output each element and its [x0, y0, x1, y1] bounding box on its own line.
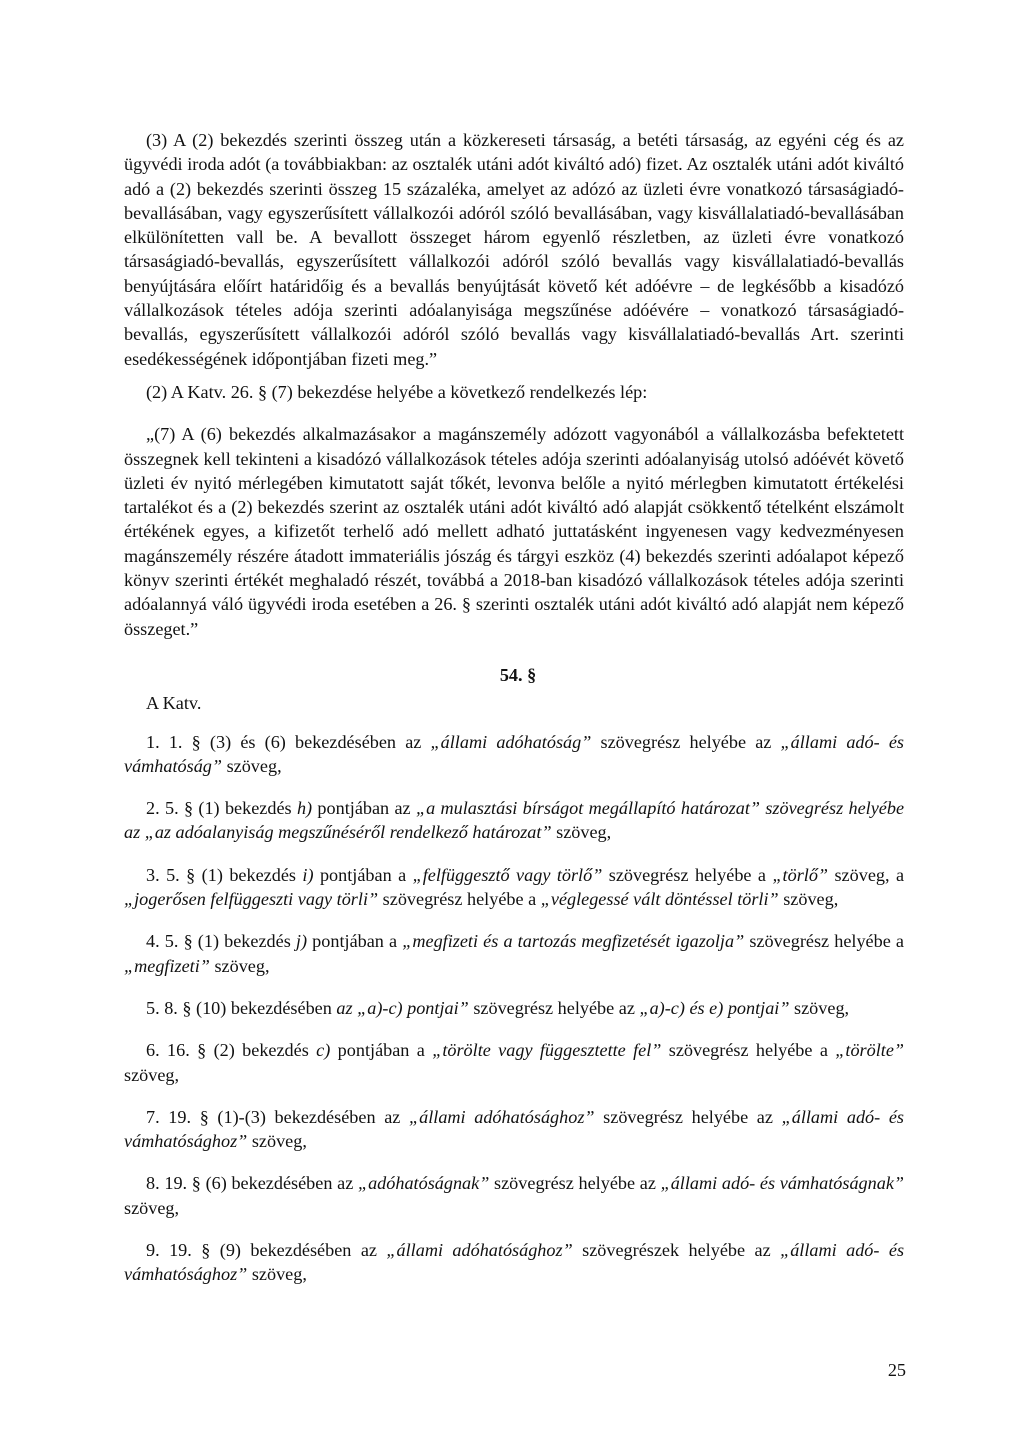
item-text: szövegrész helyébe a [602, 864, 773, 885]
item-text: pontjában az [312, 798, 416, 819]
list-item [124, 996, 904, 1020]
document-page [124, 128, 904, 1287]
item-quote: az „a)-c) pontjai” [336, 997, 469, 1018]
item-quote: „állami adó- és vámhatóságnak” [660, 1173, 905, 1194]
item-number: 7. [146, 1106, 160, 1127]
item-quote: „megfizeti” [124, 955, 210, 976]
paragraph-7-quoted: „(7) A (6) bekezdés alkalmazásakor a magánszemély adózott vagyonából a vállalkozásba befektetett összegnek kell tekinteni a kisadózó vállalkozások tételes adója szerinti adóalanyiság utolsó adóévét követő üzleti év nyitó mérlegében kimutatott saját tőkét, levonva belőle a nyitó mérlegben kimutatott értékelési tartalékot és a (2) bekezdés szerint az osztalék utáni adót kiváltó adó alapját csökkentő tételként elszámolt értékének egyes, a kifizetőt terhelő adó mellett adható juttatásként ingyenesen vagy kedvezményesen magánszemély részére átadott immateriális jószág és tárgyi eszköz (4) bekezdés szerinti adóalapot képező könyv szerinti értékét meghaladó részét, továbbá a 2018-ban kisadózó vállalkozások tételes adója szerinti adóalannyá váló ügyvédi iroda esetében a 26. § szerinti osztalék utáni adót kiváltó adó alapját nem képező összeget.” [124, 424, 904, 639]
item-section-number: 16. [167, 1040, 190, 1061]
paragraph-3: (3) A (2) bekezdés szerinti összeg után a közkereseti társaság, a betéti társaság, az egyéni cég és az ügyvédi iroda adót (a továbbiakban: az osztalék utáni adót kiváltó adó) fizet. Az osztalék utáni adót kiváltó adó a (2) bekezdés szerinti összeg 15 százaléka, amelyet az adózó az üzleti évre vonatkozó társaságiadó-bevallásában, vagy egyszerűsített vállalkozói adóról szóló bevallásában, vagy kisvállalatiadó-bevallásában elkülönítetten vall be. A bevallott összeget három egyenlő részletben, az üzleti évre vonatkozó társaságiadó-bevallás, egyszerűsített vállalkozói adóról szóló bevallás vagy kisvállalatiadó-bevallás benyújtására előírt határidőig és a bevallás benyújtását követő két adóévre – de legkésőbb a kisadózó vállalkozások tételes adója szerinti adóalanyisága megszűnése adóévére – vonatkozó társaságiadó-bevallás, egyszerűsített vállalkozói adóról szóló bevallás vagy kisvállalatiadó-bevallás Art. szerinti esedékességének időpontjában fizeti meg.” [124, 130, 904, 369]
item-text: § (1) bekezdés [186, 864, 303, 885]
item-number: 4. [146, 931, 160, 952]
item-quote: „törölte vagy függesztette fel” [432, 1040, 662, 1061]
item-section-number: 5. [164, 931, 179, 952]
section-title: 54. § [499, 664, 537, 685]
item-point: c) [316, 1040, 331, 1061]
item-text: szöveg, [789, 997, 850, 1018]
list-item [124, 929, 904, 978]
item-number: 6. [146, 1040, 160, 1061]
item-text: § (1)-(3) bekezdésében az [199, 1106, 409, 1127]
item-quote: „állami adó- és vámhatóság” [124, 731, 904, 776]
item-text: szövegrész helyébe a [378, 889, 541, 910]
item-text: § (3) és (6) bekezdésében az [191, 731, 431, 752]
item-text: szövegrész helyébe a [661, 1040, 836, 1061]
item-text: § (9) bekezdésében az [201, 1239, 387, 1260]
list-item [124, 1038, 904, 1087]
item-text: szöveg, [209, 955, 270, 976]
item-text: § (6) bekezdésében az [191, 1173, 358, 1194]
item-text: § (1) bekezdés [183, 931, 296, 952]
item-text: pontjában a [307, 931, 403, 952]
item-quote: „véglegessé vált döntéssel törli” [540, 889, 779, 910]
item-section-number: 5. [164, 798, 179, 819]
list-item [124, 1105, 904, 1154]
item-point: h) [296, 798, 313, 819]
item-number: 1. [146, 731, 160, 752]
item-text: szöveg, [222, 755, 282, 776]
item-section-number: 19. [164, 1173, 188, 1194]
item-quote: „állami adóhatóság” [430, 731, 592, 752]
item-number: 9. [146, 1239, 160, 1260]
item-quote: „állami adóhatósághoz” [409, 1106, 595, 1127]
item-text: § (1) bekezdés [183, 798, 297, 819]
item-text: szöveg, [778, 889, 839, 910]
item-section-number: 5. [166, 864, 180, 885]
item-number: 8. [146, 1173, 160, 1194]
item-text: szövegrész helyébe az [468, 997, 640, 1018]
item-quote: „felfüggesztő vagy törlő” [412, 864, 603, 885]
list-item [124, 730, 904, 779]
item-section-number: 8. [164, 997, 178, 1018]
list-item [124, 1238, 904, 1287]
item-quote: „állami adóhatósághoz” [386, 1239, 573, 1260]
item-section-number: 19. [168, 1106, 192, 1127]
item-quote: „a)-c) és e) pontjai” [639, 997, 790, 1018]
item-quote: „állami adó- és vámhatósághoz” [124, 1239, 905, 1285]
item-text: szöveg, [124, 1197, 180, 1218]
item-section-number: 1. [168, 731, 183, 752]
item-text: § (2) bekezdés [197, 1040, 317, 1061]
item-text: szöveg, [247, 1264, 307, 1285]
item-text: szöveg, a [828, 864, 905, 885]
item-text: szövegrész helyébe a [744, 931, 904, 952]
item-text: § (10) bekezdésében [182, 997, 337, 1018]
item-point: i) [302, 864, 314, 885]
item-text: pontjában a [330, 1040, 433, 1061]
item-quote: „törölte” [835, 1040, 905, 1061]
item-text: szövegrész helyébe az [489, 1173, 661, 1194]
item-quote: „állami adó- és vámhatósághoz” [124, 1106, 904, 1152]
list-item [124, 1171, 904, 1220]
paragraph-2-intro: (2) A Katv. 26. § (7) bekezdése helyébe a következő rendelkezés lép: [146, 381, 648, 402]
item-text: szöveg, [551, 822, 612, 843]
item-point: j) [295, 931, 308, 952]
item-quote: „adóhatóságnak” [357, 1173, 490, 1194]
item-number: 5. [146, 997, 160, 1018]
item-quote: „megfizeti és a tartozás megfizetését igazolja” [402, 931, 745, 952]
item-text: szövegrész helyébe az [591, 731, 781, 752]
item-text: pontjában a [313, 864, 413, 885]
item-number: 3. [146, 864, 160, 885]
page-number: 25 [887, 1360, 906, 1380]
item-number: 2. [146, 798, 160, 819]
item-quote: „a mulasztási bírságot megállapító határozat” szövegrész helyébe az „az adóalanyiság megszűnéséről rendelkező határozat” [124, 798, 905, 843]
list-item [124, 863, 904, 912]
item-text: szövegrészek helyébe az [572, 1239, 781, 1260]
item-quote: „törlő” [772, 864, 829, 885]
katv-label: A Katv. [146, 693, 202, 714]
item-text: szöveg, [247, 1131, 307, 1152]
list-item [124, 796, 904, 845]
item-quote: „jogerősen felfüggeszti vagy törli” [124, 889, 379, 910]
item-text: szöveg, [124, 1064, 180, 1085]
item-text: szövegrész helyébe az [594, 1106, 782, 1127]
item-section-number: 19. [169, 1239, 192, 1260]
